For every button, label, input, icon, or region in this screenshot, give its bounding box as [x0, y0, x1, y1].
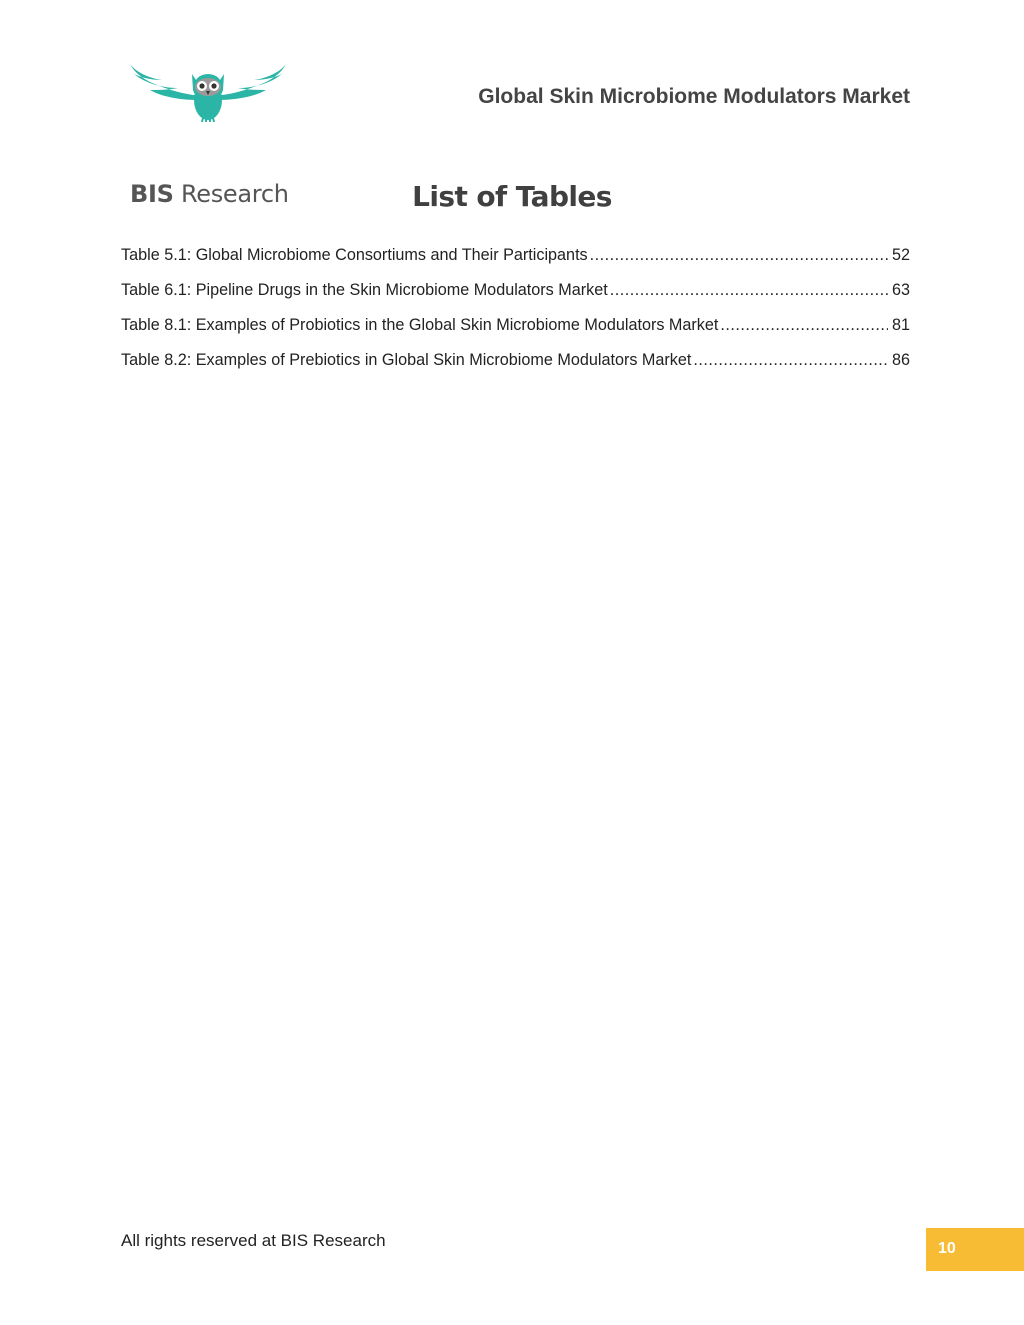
table-of-contents	[121, 246, 910, 386]
toc-dot-leader	[720, 316, 888, 335]
logo-brand-bold: BIS	[130, 180, 174, 208]
page-number: 10	[938, 1240, 956, 1257]
toc-entry[interactable]	[121, 246, 910, 281]
logo-brand-regular: Research	[173, 180, 289, 208]
toc-dot-leader	[590, 246, 888, 265]
toc-entry-page: 81	[891, 316, 910, 334]
toc-entry-page: 86	[891, 351, 910, 369]
page-heading: List of Tables	[412, 180, 612, 213]
toc-dot-leader	[693, 351, 888, 370]
toc-entry-label: Table 5.1: Global Microbiome Consortiums and Their Participants	[121, 246, 588, 264]
report-title: Global Skin Microbiome Modulators Market	[478, 85, 910, 108]
footer-rights-text: All rights reserved at BIS Research	[121, 1231, 386, 1250]
owl-icon	[128, 62, 288, 122]
toc-entry-label: Table 8.1: Examples of Probiotics in the Global Skin Microbiome Modulators Market	[121, 316, 719, 334]
toc-entry[interactable]	[121, 316, 910, 351]
toc-dot-leader	[610, 281, 888, 300]
toc-entry-label: Table 6.1: Pipeline Drugs in the Skin Microbiome Modulators Market	[121, 281, 608, 299]
toc-entry[interactable]	[121, 281, 910, 316]
toc-entry-page: 63	[891, 281, 910, 299]
bis-research-logo	[128, 62, 289, 208]
toc-entry-page: 52	[891, 246, 910, 264]
toc-entry[interactable]	[121, 351, 910, 386]
page-number-badge	[926, 1228, 1024, 1271]
toc-entry-label: Table 8.2: Examples of Prebiotics in Global Skin Microbiome Modulators Market	[121, 351, 692, 369]
